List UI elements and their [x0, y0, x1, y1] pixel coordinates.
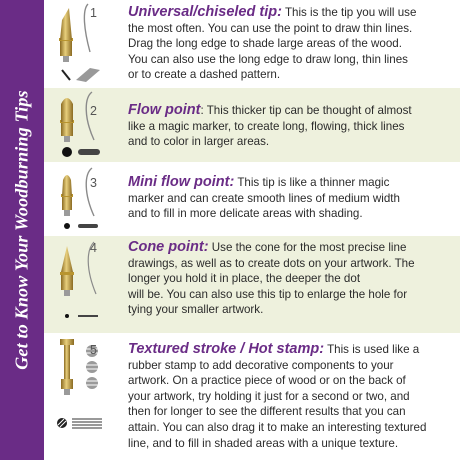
- tip-title: Cone point:: [128, 239, 209, 255]
- tip-text: marker and can create smooth lines of medium width: [128, 191, 400, 205]
- stamp-tip-icon: [50, 333, 114, 460]
- tip-text: : This thicker tip can be thought of almost: [200, 104, 412, 117]
- cone-point-icon: [50, 236, 114, 333]
- tip-text: This is used like a: [327, 343, 420, 356]
- tip-row-universal: [44, 0, 460, 88]
- sidebar-title: Get to Know Your Woodburning Tips: [11, 90, 32, 370]
- tip-row-textured-stamp: [44, 333, 460, 460]
- tip-text: rubber stamp to add decorative components to your: [128, 358, 394, 372]
- tip-text: and to fill in more delicate areas with shading.: [128, 207, 363, 221]
- tip-text: Use the cone for the most precise line: [211, 241, 407, 254]
- tip-row-cone: [44, 236, 460, 333]
- tip-text: This tip is like a thinner magic: [237, 176, 390, 189]
- tip-text: artwork. On a practice piece of wood or on the back of: [128, 374, 406, 388]
- tip-text: This is the tip you will use: [284, 6, 417, 19]
- tip-text: or to create a dashed pattern.: [128, 68, 281, 82]
- tip-text: then for longer to see the different results that you can: [128, 405, 406, 419]
- tip-text: tying your smaller artwork.: [128, 303, 264, 317]
- tip-title: Flow point: [128, 102, 201, 118]
- tip-row-flow: [44, 88, 460, 162]
- tip-title: Mini flow point:: [128, 174, 235, 190]
- tip-text: like a magic marker, to create long, flowing, thick lines: [128, 119, 405, 133]
- tip-text: line, and to fill in shaded areas with a unique texture.: [128, 436, 399, 450]
- tip-title: Universal/chiseled tip:: [128, 4, 282, 20]
- tip-text: your artwork, try holding it just for a second or two, and: [128, 389, 410, 403]
- tip-text: longer you hold it in place, the deeper the dot: [128, 272, 361, 286]
- tip-text: Drag the long edge to shade large areas of the wood.: [128, 37, 402, 51]
- sidebar: [0, 0, 44, 460]
- tip-number: 3: [90, 176, 97, 190]
- tip-number: 1: [90, 6, 97, 20]
- tip-text: attain. You can also drag it to make an interesting textured: [128, 420, 427, 434]
- chisel-tip-icon: [50, 0, 114, 88]
- flow-point-icon: [50, 88, 114, 162]
- tip-text: drawings, as well as to create dots on your artwork. The: [128, 256, 415, 270]
- mini-flow-point-icon: [50, 162, 114, 236]
- tip-number: 2: [90, 104, 97, 118]
- tip-text: and to color in larger areas.: [128, 135, 270, 149]
- tip-title: Textured stroke / Hot stamp:: [128, 341, 325, 357]
- tip-text: will be. You can also use this tip to enlarge the hole for: [128, 287, 408, 301]
- tip-number: 4: [90, 241, 97, 255]
- tip-text: You can also use the long edge to draw long, thin lines: [128, 52, 408, 66]
- tip-row-mini-flow: [44, 162, 460, 236]
- tip-number: 5: [90, 343, 97, 357]
- tip-text: the most often. You can use the point to draw thin lines.: [128, 21, 413, 35]
